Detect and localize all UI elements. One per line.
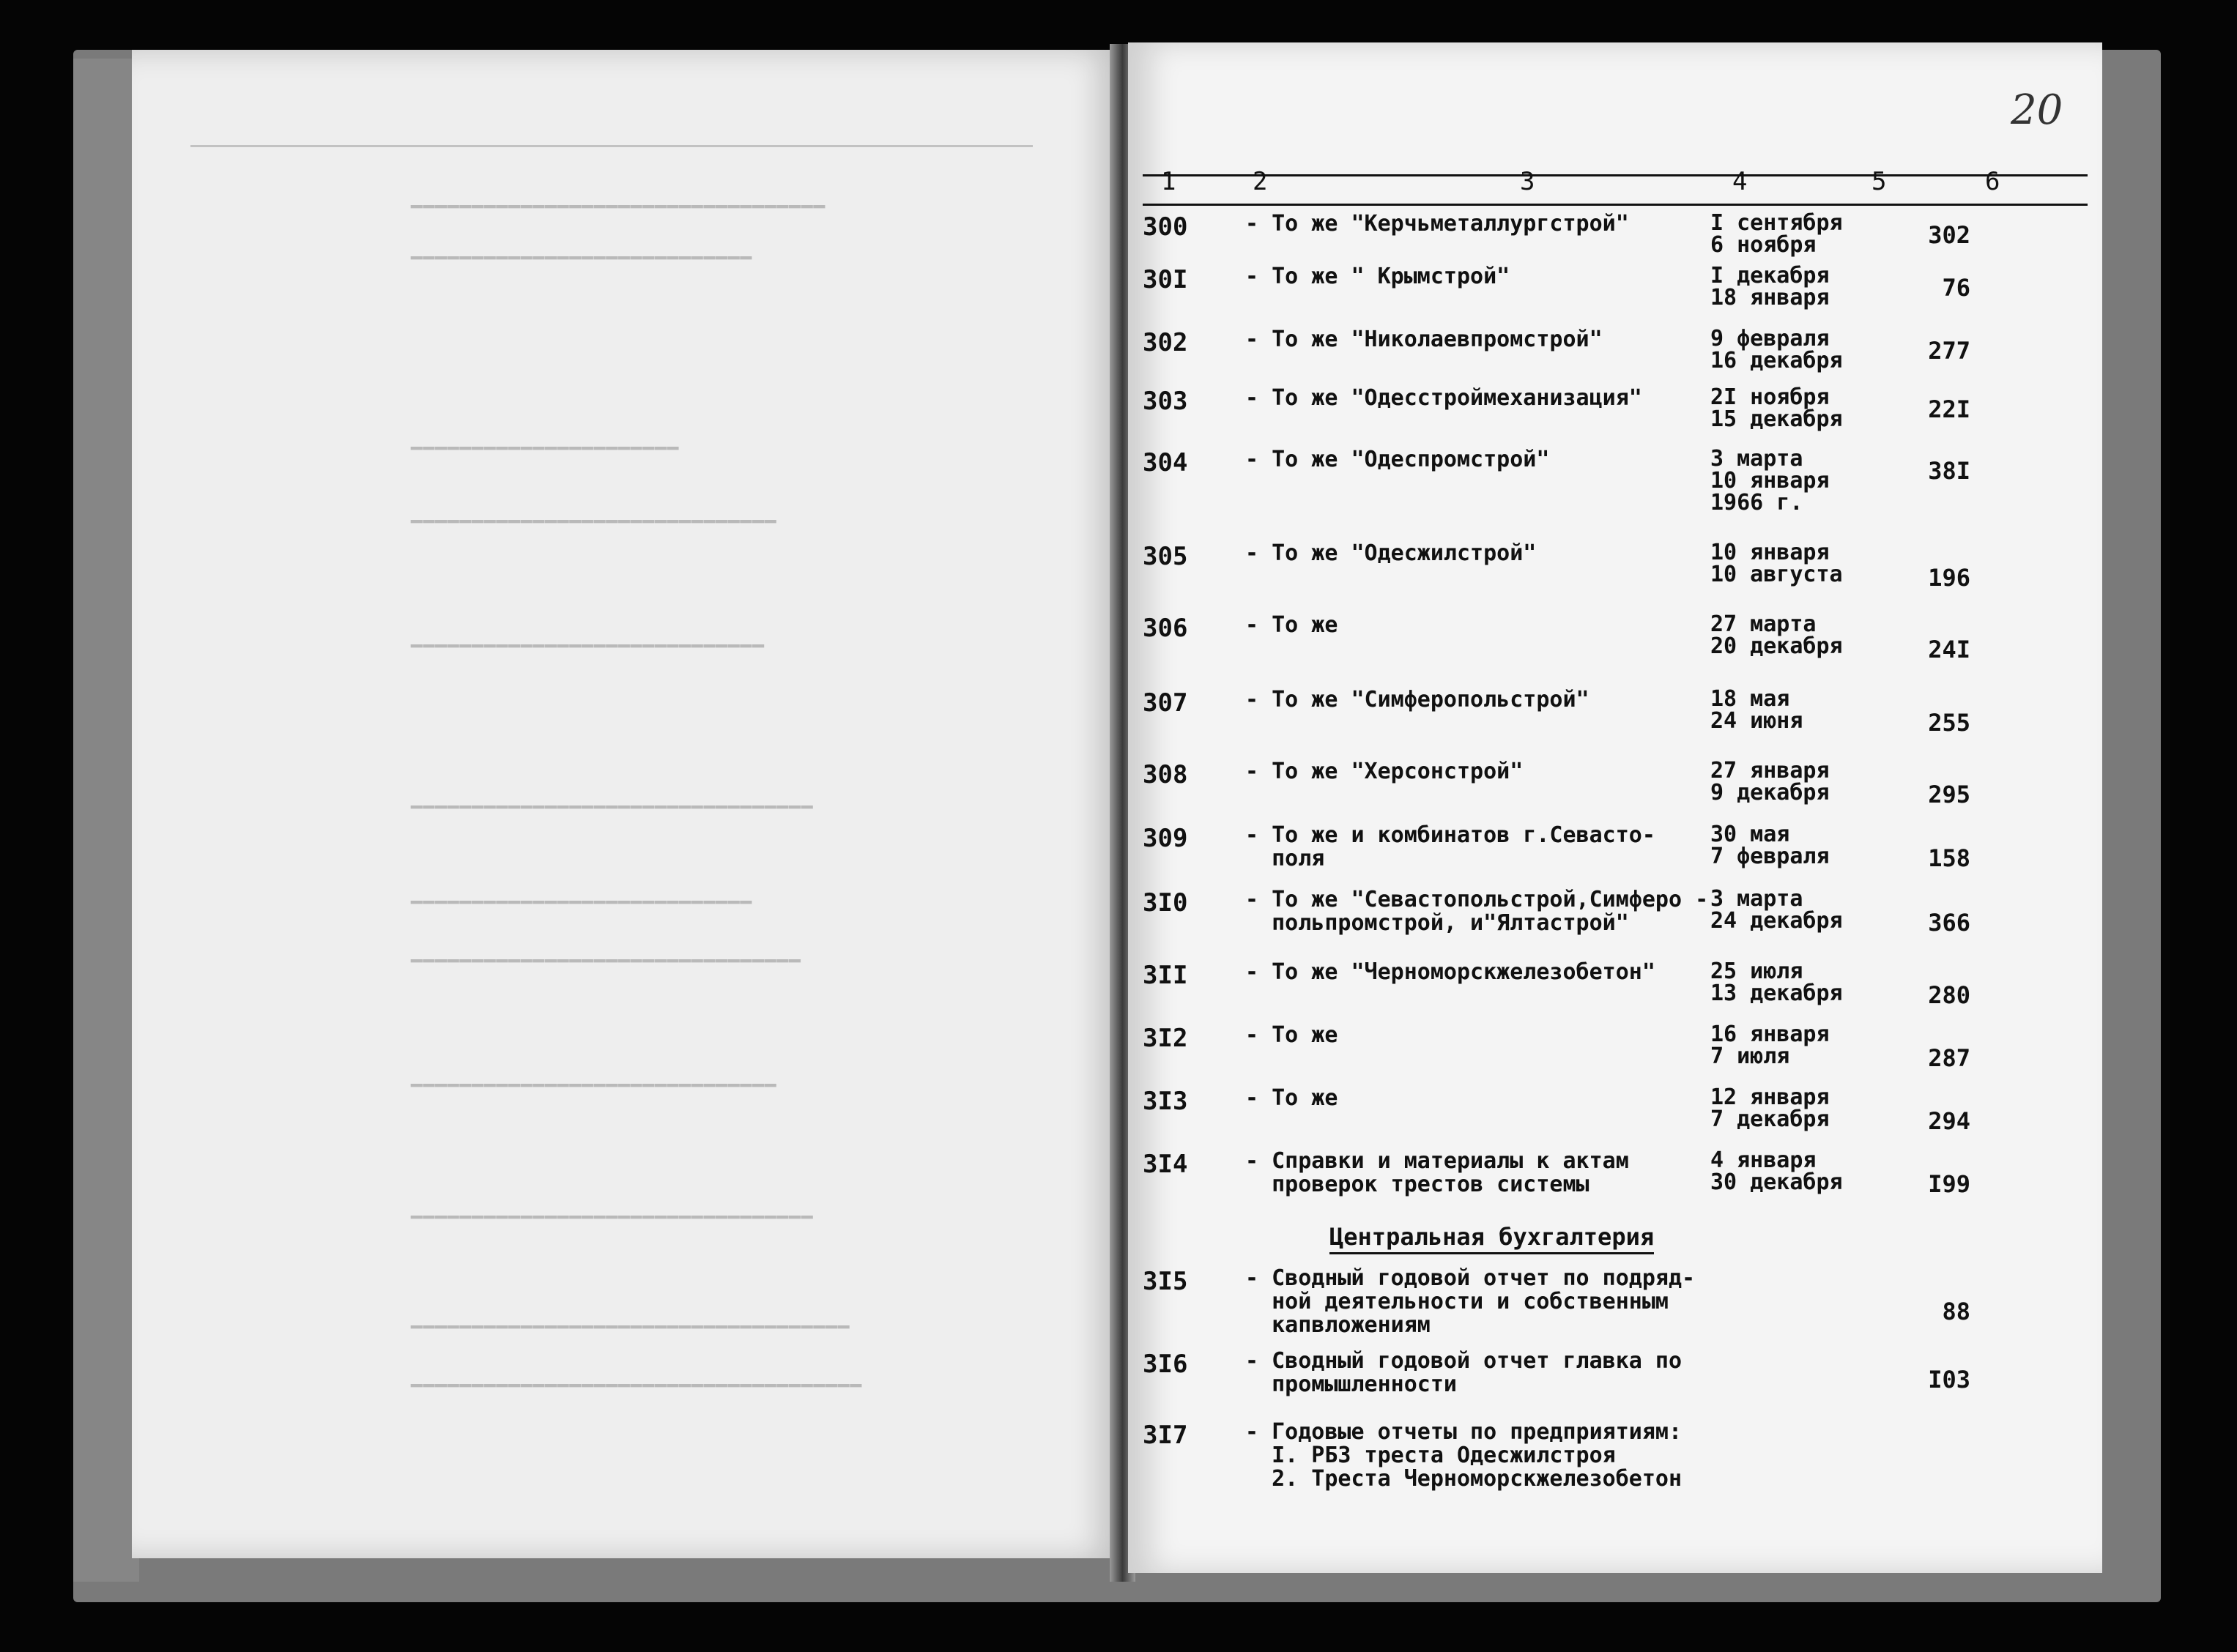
row-description: - То же "Одесжилстрой" [1245,540,1537,566]
cover-edge [73,59,139,1582]
header-rule-bottom [1143,204,2088,206]
row-description: - То же и комбинатов г.Севасто- поля [1245,822,1655,871]
row-description: - То же "Херсонстрой" [1245,759,1524,784]
row-dates: 10 января 10 августа [1710,540,1843,587]
row-number: 306 [1143,614,1188,643]
bleed-through-text: ━━━━━━━━━━━━━━━━━━━━━━━━━━━━━━━━━━━━━ [410,1375,862,1397]
table-row [1143,686,2095,737]
bleed-through-text: ━━━━━━━━━━━━━━━━━━━━━━━━━━━━━ [410,636,764,658]
row-description: - То же "Одесстроймеханизация" [1245,385,1642,411]
row-description: - То же "Симферопольстрой" [1245,687,1589,712]
row-number: 3I3 [1143,1087,1188,1116]
row-description: - То же [1245,1022,1338,1048]
table-row [1143,540,2095,592]
row-count: 76 [1942,274,1970,302]
bleed-through-text: ━━━━━━━━━━━━━━━━━━━━━━━━━━━━ [410,248,752,269]
column-header-6: 6 [1985,167,2000,196]
header-rule-top [1143,174,2088,176]
row-count: 38I [1928,457,1970,485]
row-description: - То же "Керчьметаллургстрой" [1245,211,1629,237]
table-row [1143,384,2095,432]
row-count: 22I [1928,395,1970,423]
row-description: - Годовые отчеты по предприятиям: I. РБЗ треста Одесжилстроя 2. Треста Черноморскжелезобетон [1245,1419,1683,1492]
row-dates: 4 января 30 декабря [1710,1147,1843,1195]
bleed-through-text: ━━━━━━━━━━━━━━━━━━━━━━ [410,438,679,460]
row-number: 3II [1143,961,1188,990]
row-number: 308 [1143,760,1188,789]
row-number: 309 [1143,824,1188,853]
row-description: - То же [1245,1085,1338,1111]
bleed-through-text: ━━━━━━━━━━━━━━━━━━━━━━━━━━━━━━━━━ [410,1207,813,1229]
row-dates: I декабря 18 января [1710,263,1830,310]
row-dates: 27 января 9 декабря [1710,758,1830,805]
row-description: - Сводный годовой отчет по подряд- ной деятельности и собственным капвложениям [1245,1265,1696,1338]
bleed-through-text: ━━━━━━━━━━━━━━━━━━━━━━━━━━━━ [410,892,752,914]
row-description: - То же [1245,612,1338,638]
page-number: 20 [2011,86,2063,134]
row-dates: 12 января 7 декабря [1710,1084,1830,1132]
row-number: 3I5 [1143,1267,1188,1296]
row-description: - То же "Черноморскжелезобетон" [1245,959,1655,985]
row-count: 294 [1928,1107,1970,1135]
row-count: 366 [1928,909,1970,937]
table-row [1143,758,2095,808]
row-dates: 30 мая 7 февраля [1710,822,1830,869]
bleed-through-text: ━━━━━━━━━━━━━━━━━━━━━━━━━━━━━━━━━ [410,797,813,819]
row-description: - То же "Одеспромстрой" [1245,447,1550,472]
row-count: 277 [1928,337,1970,365]
row-count: 24I [1928,636,1970,663]
row-count: I99 [1928,1170,1970,1198]
left-page [132,50,1121,1558]
column-header-1: 1 [1161,167,1176,196]
table-row [1143,1421,2095,1501]
row-dates: 2I ноября 15 декабря [1710,384,1843,432]
table-row [1143,1267,2095,1347]
section-title: Центральная бухгалтерия [1329,1223,1654,1254]
column-header-2: 2 [1253,167,1268,196]
table-row [1143,265,2095,309]
table-row [1143,1350,2095,1408]
row-number: 304 [1143,448,1188,477]
row-description: - То же " Крымстрой" [1245,264,1510,289]
row-number: 3I0 [1143,888,1188,918]
bleed-through-text: ━━━━━━━━━━━━━━━━━━━━━━━━━━━━━━━━━━━━ [410,1317,850,1339]
row-number: 302 [1143,328,1188,357]
column-header-5: 5 [1871,167,1887,196]
row-description: - Сводный годовой отчет главка по промышленности [1245,1348,1683,1397]
table-row [1143,1084,2095,1135]
row-count: 196 [1928,564,1970,592]
row-count: I03 [1928,1366,1970,1394]
row-dates: 25 июля 13 декабря [1710,959,1843,1006]
row-dates: 9 февраля 16 декабря [1710,326,1843,373]
row-count: 295 [1928,781,1970,808]
row-count: 158 [1928,844,1970,872]
bleed-through-text: ━━━━━━━━━━━━━━━━━━━━━━━━━━━━━━ [410,511,776,533]
row-number: 3I4 [1143,1150,1188,1179]
table-row [1143,959,2095,1009]
table-row [1143,1022,2095,1072]
row-description: - То же "Николаевпромстрой" [1245,327,1603,352]
row-number: 3I7 [1143,1421,1188,1450]
row-number: 300 [1143,212,1188,242]
bleed-through-text: ━━━━━━━━━━━━━━━━━━━━━━━━━━━━━━━━ [410,950,801,972]
table-row [1143,448,2095,518]
row-count: 280 [1928,981,1970,1009]
table-row [1143,611,2095,663]
row-count: 88 [1942,1298,1970,1325]
row-count: 302 [1928,221,1970,249]
table-row [1143,1147,2095,1198]
row-count: 255 [1928,709,1970,737]
row-dates: 27 марта 20 декабря [1710,611,1843,659]
bleed-through-text: ━━━━━━━━━━━━━━━━━━━━━━━━━━━━━━ [410,1075,776,1097]
row-dates: I сентября 6 ноября [1710,210,1843,258]
row-dates: 3 марта 10 января 1966 г. [1710,446,1830,516]
row-dates: 16 января 7 июля [1710,1022,1830,1069]
row-dates: 3 марта 24 декабря [1710,886,1843,934]
table-row [1143,822,2095,872]
row-number: 3I2 [1143,1024,1188,1053]
table-row [1143,886,2095,937]
row-number: 305 [1143,542,1188,571]
row-number: 30I [1143,265,1188,294]
table-row [1143,328,2095,372]
bleed-through-line [190,145,1033,147]
column-header-4: 4 [1732,167,1748,196]
table-row [1143,212,2095,256]
row-number: 3I6 [1143,1350,1188,1379]
column-header-3: 3 [1520,167,1535,196]
row-description: - То же "Севастопольстрой,Симферо - польпромстрой, и"Ялтастрой" [1245,887,1709,936]
row-count: 287 [1928,1044,1970,1072]
bleed-through-text: ━━━━━━━━━━━━━━━━━━━━━━━━━━━━━━━━━━ [410,196,826,218]
row-number: 307 [1143,688,1188,718]
row-number: 303 [1143,387,1188,416]
row-dates: 18 мая 24 июня [1710,686,1803,734]
row-description: - Справки и материалы к актам проверок трестов системы [1245,1148,1629,1197]
